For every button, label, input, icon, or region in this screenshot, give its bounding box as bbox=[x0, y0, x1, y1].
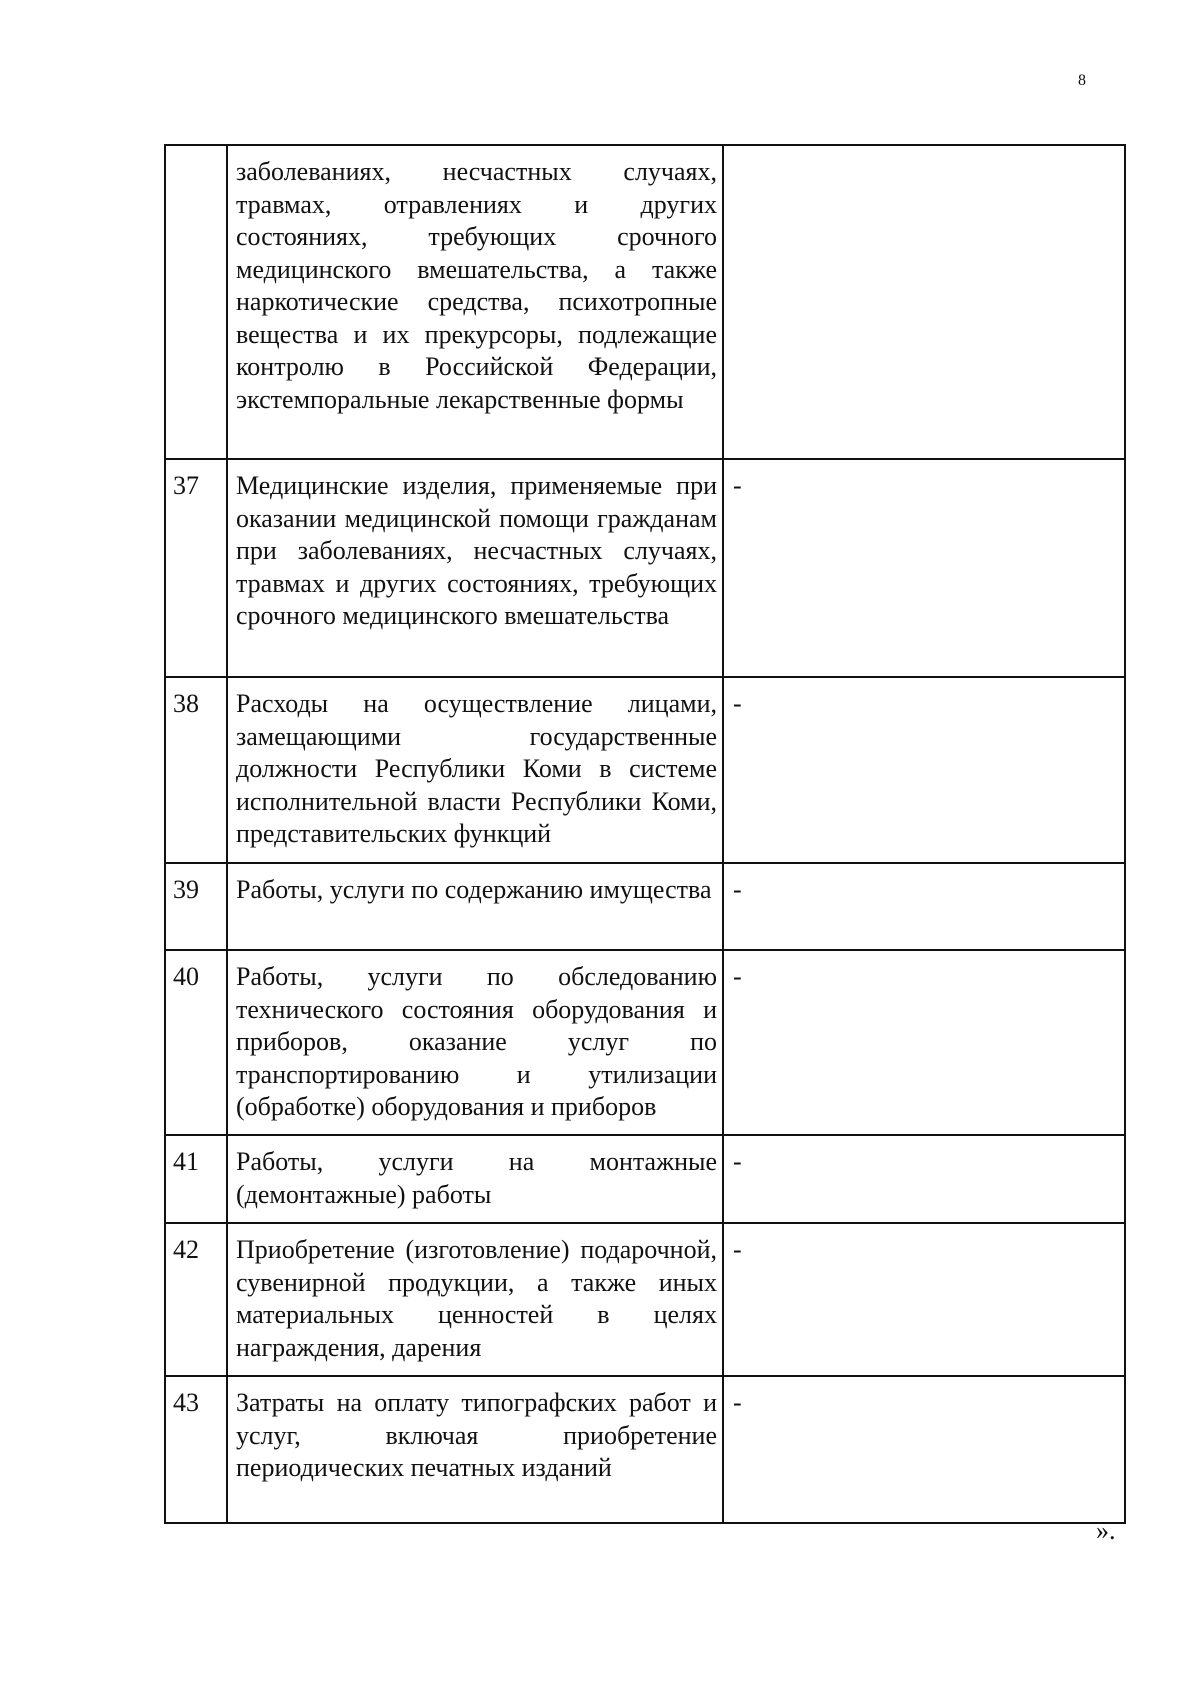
row-number: 39 bbox=[165, 863, 227, 950]
row-number: 37 bbox=[165, 459, 227, 677]
document-table bbox=[164, 144, 1126, 1524]
row-number: 43 bbox=[165, 1376, 227, 1523]
row-number: 40 bbox=[165, 950, 227, 1135]
table-row bbox=[165, 863, 1125, 950]
row-description: Расходы на осуществление лицами, замещающими государственные должности Республики Коми в системе исполнительной власти Республики Коми, представительских функций bbox=[227, 677, 723, 863]
table-row bbox=[165, 1376, 1125, 1523]
row-description: Работы, услуги по обследованию технического состояния оборудования и приборов, оказание услуг по транспортированию и утилизации (обработке) оборудования и приборов bbox=[227, 950, 723, 1135]
table-row bbox=[165, 1135, 1125, 1223]
table-row bbox=[165, 677, 1125, 863]
table-row bbox=[165, 950, 1125, 1135]
row-number: 38 bbox=[165, 677, 227, 863]
row-value: - bbox=[723, 1135, 1125, 1223]
row-value: - bbox=[723, 1223, 1125, 1376]
row-value bbox=[723, 145, 1125, 459]
row-number: 41 bbox=[165, 1135, 227, 1223]
row-description: Затраты на оплату типографских работ и услуг, включая приобретение периодических печатных изданий bbox=[227, 1376, 723, 1523]
row-value: - bbox=[723, 1376, 1125, 1523]
row-number bbox=[165, 145, 227, 459]
row-description: Приобретение (изготовление) подарочной, сувенирной продукции, а также иных материальных ценностей в целях награждения, дарения bbox=[227, 1223, 723, 1376]
row-value: - bbox=[723, 459, 1125, 677]
row-value: - bbox=[723, 950, 1125, 1135]
closing-quote-mark: ». bbox=[1096, 1516, 1116, 1545]
row-value: - bbox=[723, 677, 1125, 863]
row-number: 42 bbox=[165, 1223, 227, 1376]
row-description: Медицинские изделия, применяемые при оказании медицинской помощи гражданам при заболеваниях, несчастных случаях, травмах и других состояниях, требующих срочного медицинского вмешательства bbox=[227, 459, 723, 677]
row-description: заболеваниях, несчастных случаях, травмах, отравлениях и других состояниях, требующих срочного медицинского вмешательства, а также наркотические средства, психотропные вещества и их прекурсоры, подлежащие контролю в Российской Федерации, экстемпоральные лекарственные формы bbox=[227, 145, 723, 459]
row-value: - bbox=[723, 863, 1125, 950]
page-number: 8 bbox=[1078, 72, 1086, 89]
row-description: Работы, услуги на монтажные (демонтажные) работы bbox=[227, 1135, 723, 1223]
table-row bbox=[165, 145, 1125, 459]
row-description: Работы, услуги по содержанию имущества bbox=[227, 863, 723, 950]
table-row bbox=[165, 459, 1125, 677]
table-row bbox=[165, 1223, 1125, 1376]
